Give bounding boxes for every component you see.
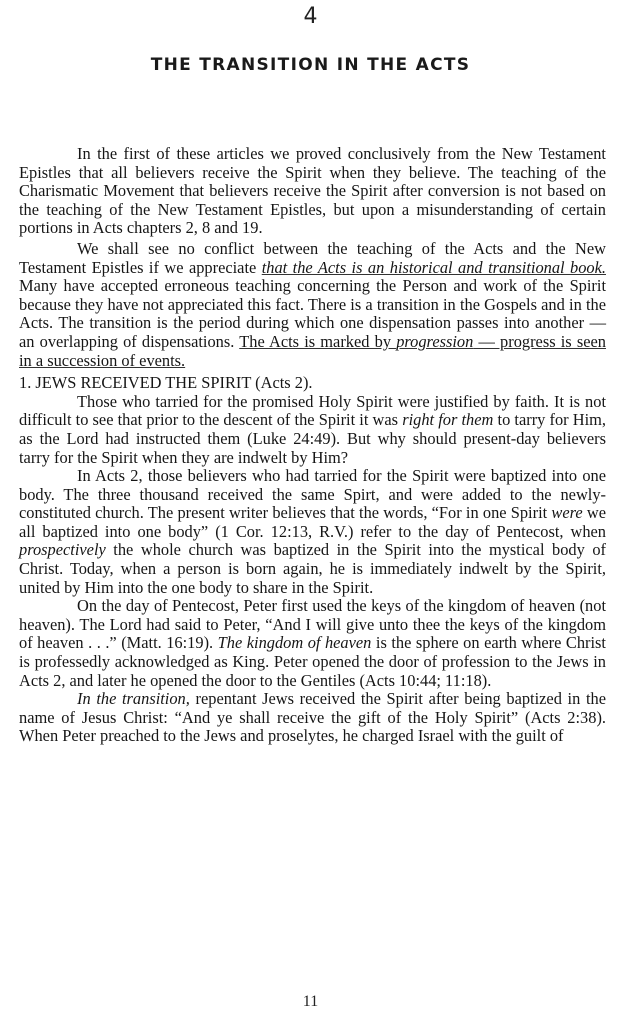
text-run: We shall see no conflict between the teaching of the Acts and the New Testament Epistles if we appreciate	[19, 238, 606, 277]
text-run: In Acts 2, those believers who had tarried for the Spirit were baptized into one body. The three thousand received the same Spirt, and were added to the newly-constituted church. The present writer believes that the words, “For in one Spirit	[19, 466, 606, 523]
text-run: — progress is seen in a succession of events.	[19, 331, 606, 370]
italic-word: were	[551, 503, 583, 523]
article-body	[19, 145, 606, 746]
text-run: the whole church was baptized in the Spirit into the mystical body of Christ. Today, when a person is born again, he is immediately indwelt by the Spirit, united by Him into the one body to share in the Spirit.	[19, 540, 606, 597]
underlined-italic-phrase: that the Acts is an historical and transitional book.	[261, 257, 606, 277]
chapter-number: 4	[303, 4, 318, 29]
chapter-title: THE TRANSITION IN THE ACTS	[150, 55, 471, 75]
text-run: Those who tarried for the promised Holy Spirit were justified by faith. It is not difficult to see that prior to the descent of the Spirit it was	[19, 391, 606, 430]
italic-phrase: right for them	[402, 410, 494, 430]
text-run: is the sphere on earth where Christ is professedly acknowledged as King. Peter opened the door of profession to the Jews in Acts 2, and later he opened the door to the Gentiles (Acts 10:44; 11:18).	[19, 633, 606, 690]
italic-phrase: In the transition,	[77, 689, 190, 709]
paragraph-in-the-transition	[19, 690, 606, 746]
italic-phrase: The kingdom of heaven	[217, 633, 372, 653]
text-run: repentant Jews received the Spirit after being baptized in the name of Jesus Christ: “And ye shall receive the gift of the Holy Spirit” (Acts 2:38). When Peter preached to the Jews and proselytes, he charged Israel with the guilt of	[19, 689, 606, 746]
text-run: to tarry for Him, as the Lord had instructed them (Luke 24:49). But why should present-day believers tarry for the Spirit when they are indwelt by Him?	[19, 410, 607, 467]
paragraph-intro: In the first of these articles we proved conclusively from the New Testament Epistles that all believers receive the Spirit when they believe. The teaching of the Charismatic Movement that believers receive the Spirit after conversion is not based on the teaching of the New Testament Epistles, but upon a misunderstanding of certain portions in Acts chapters 2, 8 and 19.	[19, 144, 606, 238]
text-run: The Acts is marked by	[239, 331, 397, 351]
paragraph-pentecost	[19, 597, 606, 690]
text-run: On the day of Pentecost, Peter first used the keys of the kingdom of heaven (not heaven). The Lord had said to Peter, “And I will give unto thee the keys of the kingdom of heaven . . .” (Matt. 16:19).	[19, 596, 606, 653]
paragraph-tarried	[19, 393, 606, 467]
section-heading: 1. JEWS RECEIVED THE SPIRIT (Acts 2).	[19, 373, 313, 393]
page-number: 11	[302, 993, 319, 1010]
text-run: Many have accepted erroneous teaching concerning the Person and work of the Spirit because they have not appreciated this fact. There is a transition in the Gospels and in the Acts. The transition is the period during which one dispensation passes into another — an overlapping of dispensations.	[19, 276, 606, 351]
italic-word: prospectively	[19, 540, 106, 560]
paragraph-transition	[19, 240, 606, 370]
italic-word: progression	[396, 331, 474, 351]
text-run: we all baptized into one body” (1 Cor. 12:13, R.V.) refer to the day of Pentecost, when	[19, 503, 606, 541]
paragraph-baptized	[19, 467, 606, 597]
